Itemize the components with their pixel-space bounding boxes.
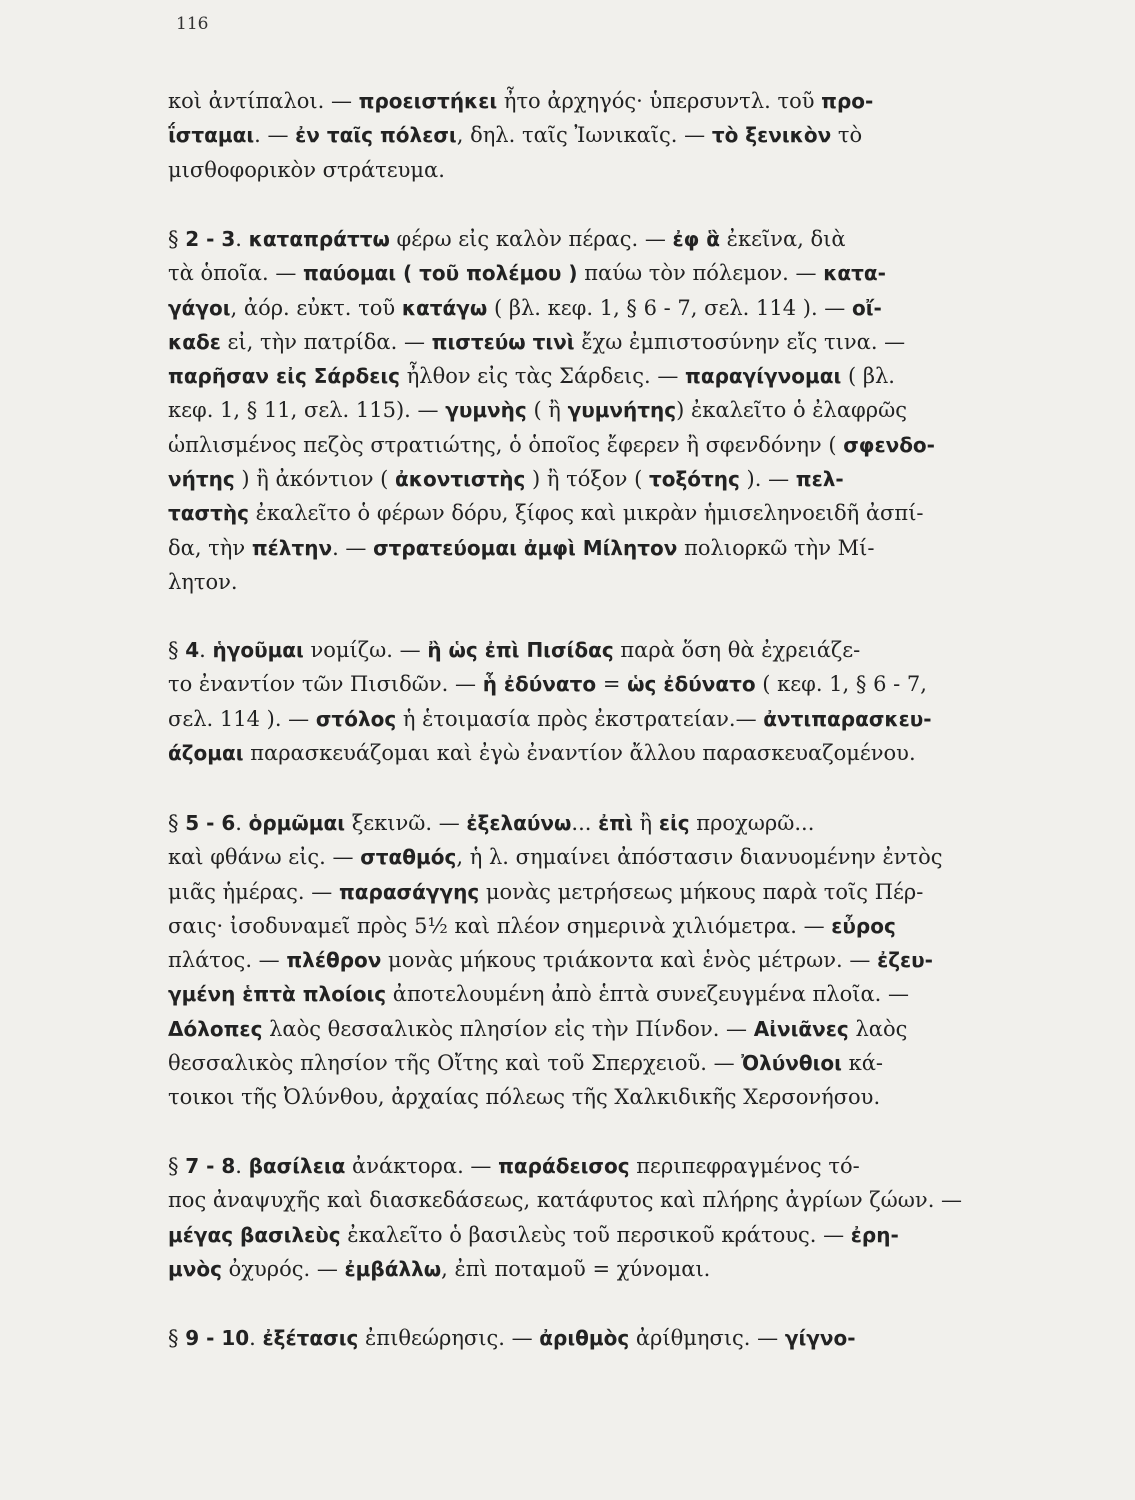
gloss-text: ἀποτελουμένη ἀπὸ ἑπτὰ συνεζευγμένα πλοῖα. — bbox=[386, 982, 910, 1007]
gloss-text: ἐκαλεῖτο ὁ βασιλεὺς τοῦ περσικοῦ κράτους. — bbox=[340, 1222, 851, 1247]
gloss-text: ( κεφ. 1, § 6 - 7, bbox=[755, 672, 927, 697]
lemma-term: ἧ ἐδύνατο bbox=[482, 672, 597, 697]
gloss-text: ). — bbox=[739, 467, 796, 492]
gloss-text: προχωρῶ... bbox=[689, 811, 815, 835]
lemma-term: 5 - 6 bbox=[185, 811, 236, 835]
gloss-text: = bbox=[596, 672, 628, 697]
gloss-text: ) ἢ τόξον ( bbox=[525, 467, 649, 492]
gloss-text: § bbox=[168, 811, 186, 835]
gloss-text: λητον. bbox=[168, 569, 238, 594]
lemma-term: κατα- bbox=[823, 261, 886, 286]
gloss-text: παρασκευάζομαι καὶ ἐγὼ ἐναντίον ἄλλου παρασκευαζομένου. bbox=[243, 740, 916, 765]
text-line bbox=[168, 1321, 1028, 1355]
gloss-text: ὡπλισμένος πεζὸς στρατιώτης, ὁ ὁποῖος ἔφερεν ἢ σφενδόνην ( bbox=[168, 432, 844, 457]
gloss-text: ἔχω ἐμπιστοσύνην εἴς τινα. — bbox=[574, 329, 906, 354]
gloss-text: § bbox=[168, 638, 186, 662]
gloss-text: θεσσαλικὸς πλησίον τῆς Οἴτης καὶ τοῦ Σπερχειοῦ. — bbox=[168, 1051, 742, 1076]
lemma-term: παράδεισος bbox=[498, 1154, 630, 1178]
lemma-term: ἐρη- bbox=[850, 1222, 899, 1247]
gloss-text: , δηλ. ταῖς Ἰωνικαῖς. — bbox=[456, 123, 712, 148]
gloss-text: ἐπιθεώρησις. — bbox=[358, 1326, 540, 1350]
lemma-term: ΐσταμαι bbox=[168, 123, 255, 148]
gloss-text: λαὸς bbox=[848, 1016, 908, 1041]
lemma-term: ἡγοῦμαι bbox=[212, 638, 304, 662]
gloss-text: παύω τὸν πόλεμον. — bbox=[577, 261, 824, 286]
lemma-term: 4 bbox=[185, 638, 200, 662]
lemma-term: παραγίγνομαι bbox=[685, 364, 842, 389]
lemma-term: Δόλοπες bbox=[168, 1016, 263, 1041]
text-line bbox=[168, 84, 1028, 118]
gloss-text: § bbox=[168, 1326, 186, 1350]
text-line bbox=[168, 875, 1028, 909]
text-line bbox=[168, 633, 1028, 667]
gloss-text: λαὸς θεσσαλικὸς πλησίον εἰς τὴν Πίνδον. — bbox=[262, 1016, 754, 1041]
lemma-term: γυμνὴς bbox=[445, 398, 527, 423]
gloss-text: ὀχυρός. — bbox=[221, 1256, 345, 1281]
gloss-text: μισθοφορικὸν στράτευμα. bbox=[168, 157, 445, 182]
gloss-text: εἰ, τὴν πατρίδα. — bbox=[220, 329, 432, 354]
lemma-term: κατάγω bbox=[401, 295, 488, 320]
gloss-text: ἐκεῖνα, διὰ bbox=[720, 227, 846, 251]
gloss-text: ) ἢ ἀκόντιον ( bbox=[234, 467, 396, 492]
lemma-term: γυμνήτης bbox=[567, 398, 677, 423]
lemma-term: ἐμβάλλω bbox=[344, 1256, 442, 1281]
gloss-text: τὰ ὁποῖα. — bbox=[168, 261, 304, 286]
paragraph-5 bbox=[168, 1149, 1028, 1286]
gloss-text: κεφ. 1, § 11, σελ. 115). — bbox=[168, 398, 446, 423]
paragraph-3 bbox=[168, 633, 1028, 770]
gloss-text: ξεκινῶ. — bbox=[345, 811, 467, 835]
gloss-text: ) ἐκαλεῖτο ὁ ἐλαφρῶς bbox=[676, 398, 907, 423]
gloss-text: , ἐπὶ ποταμοῦ = χύνομαι. bbox=[441, 1256, 711, 1281]
text-line bbox=[168, 943, 1028, 977]
text-line bbox=[168, 1218, 1028, 1252]
text-line bbox=[168, 977, 1028, 1011]
lemma-term: σφενδο- bbox=[843, 432, 935, 457]
lemma-term: ἐξελαύνω bbox=[466, 811, 572, 835]
lemma-term: καταπράττω bbox=[248, 227, 390, 251]
lemma-term: βασίλεια bbox=[248, 1154, 346, 1178]
lemma-term: πλέθρον bbox=[286, 948, 382, 973]
lemma-term: Αἰνιᾶνες bbox=[753, 1016, 849, 1041]
text-line bbox=[168, 256, 1028, 290]
text-line bbox=[168, 531, 1028, 565]
lemma-term: γίγνο- bbox=[784, 1326, 856, 1350]
text-line bbox=[168, 736, 1028, 770]
lemma-term: παρῆσαν εἰς Σάρδεις bbox=[168, 364, 401, 389]
gloss-text: § bbox=[168, 227, 186, 251]
text-line bbox=[168, 393, 1028, 427]
gloss-text: σαις· ἰσοδυναμεῖ πρὸς 5½ καὶ πλέον σημερινὰ χιλιόμετρα. — bbox=[168, 913, 832, 938]
lemma-term: γμένη ἑπτὰ πλοίοις bbox=[168, 982, 387, 1007]
text-line bbox=[168, 1046, 1028, 1080]
gloss-text: καὶ φθάνω εἰς. — bbox=[168, 845, 361, 870]
gloss-text: τὸ bbox=[831, 123, 863, 148]
paragraph-4 bbox=[168, 806, 1028, 1115]
lemma-term: νήτης bbox=[168, 467, 235, 492]
text-line bbox=[168, 291, 1028, 325]
gloss-text: ἀρίθμησις. — bbox=[629, 1326, 785, 1350]
lemma-term: στόλος bbox=[315, 706, 397, 731]
text-line bbox=[168, 222, 1028, 256]
text-line bbox=[168, 325, 1028, 359]
gloss-text: ἦλθον εἰς τὰς Σάρδεις. — bbox=[400, 364, 686, 389]
paragraph-1 bbox=[168, 84, 1028, 187]
text-line bbox=[168, 1183, 1028, 1217]
gloss-text: ( βλ. bbox=[841, 364, 895, 389]
gloss-text: ( βλ. κεφ. 1, § 6 - 7, σελ. 114 ). — bbox=[487, 295, 852, 320]
gloss-text: . bbox=[235, 1154, 249, 1178]
text-line bbox=[168, 1252, 1028, 1286]
gloss-text: μονὰς μήκους τριάκοντα καὶ ἑνὸς μέτρων. — bbox=[381, 948, 878, 973]
lemma-term: ὁρμῶμαι bbox=[248, 811, 346, 835]
lemma-term: καδε bbox=[168, 329, 221, 354]
text-line bbox=[168, 909, 1028, 943]
lemma-term: τὸ ξενικὸν bbox=[711, 123, 832, 148]
text-line bbox=[168, 496, 1028, 530]
page-number: 116 bbox=[176, 14, 209, 34]
lemma-term: στρατεύομαι ἀμφὶ Μίλητον bbox=[373, 535, 678, 560]
gloss-text: . bbox=[235, 811, 249, 835]
gloss-text: . — bbox=[332, 535, 374, 560]
lemma-term: ἐζευ- bbox=[877, 948, 933, 973]
lemma-term: παρασάγγης bbox=[338, 879, 480, 904]
gloss-text: ἡ ἑτοιμασία πρὸς ἐκστρατείαν.— bbox=[396, 706, 764, 731]
lemma-term: παύομαι ( τοῦ πολέμου ) bbox=[303, 261, 578, 286]
lemma-term: 9 - 10 bbox=[185, 1326, 250, 1350]
lemma-term: ἐπὶ bbox=[598, 811, 633, 835]
lemma-term: πιστεύω τινὶ bbox=[431, 329, 575, 354]
lemma-term: γάγοι bbox=[168, 295, 231, 320]
text-line bbox=[168, 840, 1028, 874]
gloss-text: ( ἢ bbox=[526, 398, 568, 423]
gloss-text: ἐκαλεῖτο ὁ φέρων δόρυ, ξίφος καὶ μικρὰν ἡμισεληνοειδῆ ἀσπί- bbox=[248, 501, 924, 526]
gloss-text: . bbox=[249, 1326, 263, 1350]
gloss-text: τοικοι τῆς Ὀλύνθου, ἀρχαίας πόλεως τῆς Χαλκιδικῆς Χερσονήσου. bbox=[168, 1085, 881, 1110]
text-line bbox=[168, 153, 1028, 187]
lemma-term: ταστὴς bbox=[168, 501, 249, 526]
lemma-term: προ- bbox=[821, 89, 874, 113]
lemma-term: τοξότης bbox=[648, 467, 740, 492]
text-line bbox=[168, 565, 1028, 599]
text-line bbox=[168, 428, 1028, 462]
gloss-text: . — bbox=[254, 123, 296, 148]
gloss-text: . bbox=[199, 638, 213, 662]
lemma-term: μέγας βασιλεὺς bbox=[168, 1222, 341, 1247]
gloss-text: πος ἀναψυχῆς καὶ διασκεδάσεως, κατάφυτος καὶ πλήρης ἀγρίων ζώων. — bbox=[168, 1188, 963, 1213]
text-line bbox=[168, 462, 1028, 496]
lemma-term: Ὀλύνθιοι bbox=[741, 1051, 842, 1076]
lemma-term: πελ- bbox=[795, 467, 844, 492]
lemma-term: ἀντιπαρασκευ- bbox=[763, 706, 932, 731]
lemma-term: ἢ ὡς ἐπὶ Πισίδας bbox=[427, 638, 614, 662]
text-line bbox=[168, 118, 1028, 152]
gloss-text: μιᾶς ἡμέρας. — bbox=[168, 879, 339, 904]
lemma-term: ἐν ταῖς πόλεσι bbox=[295, 123, 457, 148]
lemma-term: ἐξέτασις bbox=[262, 1326, 359, 1350]
lemma-term: εἰς bbox=[658, 811, 690, 835]
lemma-term: 2 - 3 bbox=[185, 227, 236, 251]
lemma-term: 7 - 8 bbox=[185, 1154, 236, 1178]
lemma-term: οἴ- bbox=[851, 295, 882, 320]
gloss-text: παρὰ ὅση θὰ ἐχρειάζε- bbox=[613, 638, 861, 662]
lemma-term: ὡς ἐδύνατο bbox=[627, 672, 756, 697]
gloss-text: ... bbox=[571, 811, 599, 835]
gloss-text: φέρω εἰς καλὸν πέρας. — bbox=[389, 227, 673, 251]
lemma-term: ἀριθμὸς bbox=[539, 1326, 630, 1350]
text-line bbox=[168, 1080, 1028, 1114]
lemma-term: μνὸς bbox=[168, 1256, 222, 1281]
lemma-term: άζομαι bbox=[168, 740, 244, 765]
lemma-term: εὖρος bbox=[831, 913, 896, 938]
gloss-text: ἢ bbox=[632, 811, 659, 835]
gloss-text: πλάτος. — bbox=[168, 948, 287, 973]
gloss-text: ἀνάκτορα. — bbox=[345, 1154, 499, 1178]
gloss-text: ἦτο ἀρχηγός· ὑπερσυντλ. τοῦ bbox=[497, 89, 822, 113]
lemma-term: πέλτην bbox=[251, 535, 333, 560]
gloss-text: κά- bbox=[841, 1051, 884, 1076]
gloss-text: το ἐναντίον τῶν Πισιδῶν. — bbox=[168, 672, 483, 697]
gloss-text: πολιορκῶ τὴν Μί- bbox=[677, 535, 875, 560]
lemma-term: σταθμός bbox=[360, 845, 457, 870]
lemma-term: ἐφ ἃ bbox=[672, 227, 720, 251]
text-line bbox=[168, 702, 1028, 736]
text-line bbox=[168, 806, 1028, 840]
gloss-text: , ἀόρ. εὐκτ. τοῦ bbox=[230, 295, 402, 320]
lemma-term: προειστήκει bbox=[358, 89, 498, 113]
text-line bbox=[168, 1012, 1028, 1046]
gloss-text: δα, τὴν bbox=[168, 535, 252, 560]
gloss-text: . bbox=[235, 227, 249, 251]
gloss-text: , ἡ λ. σημαίνει ἀπόστασιν διανυομένην ἐντὸς bbox=[456, 845, 943, 870]
gloss-text: περιπεφραγμένος τό- bbox=[629, 1154, 860, 1178]
text-line bbox=[168, 359, 1028, 393]
gloss-text: σελ. 114 ). — bbox=[168, 706, 316, 731]
gloss-text: νομίζω. — bbox=[303, 638, 428, 662]
gloss-text: κοὶ ἀντίπαλοι. — bbox=[168, 89, 359, 113]
paragraph-6 bbox=[168, 1321, 1028, 1355]
gloss-text: μονὰς μετρήσεως μήκους παρὰ τοῖς Πέρ- bbox=[479, 879, 924, 904]
lemma-term: ἀκοντιστὴς bbox=[395, 467, 526, 492]
paragraph-2 bbox=[168, 222, 1028, 599]
text-line bbox=[168, 1149, 1028, 1183]
gloss-text: § bbox=[168, 1154, 186, 1178]
text-line bbox=[168, 667, 1028, 701]
